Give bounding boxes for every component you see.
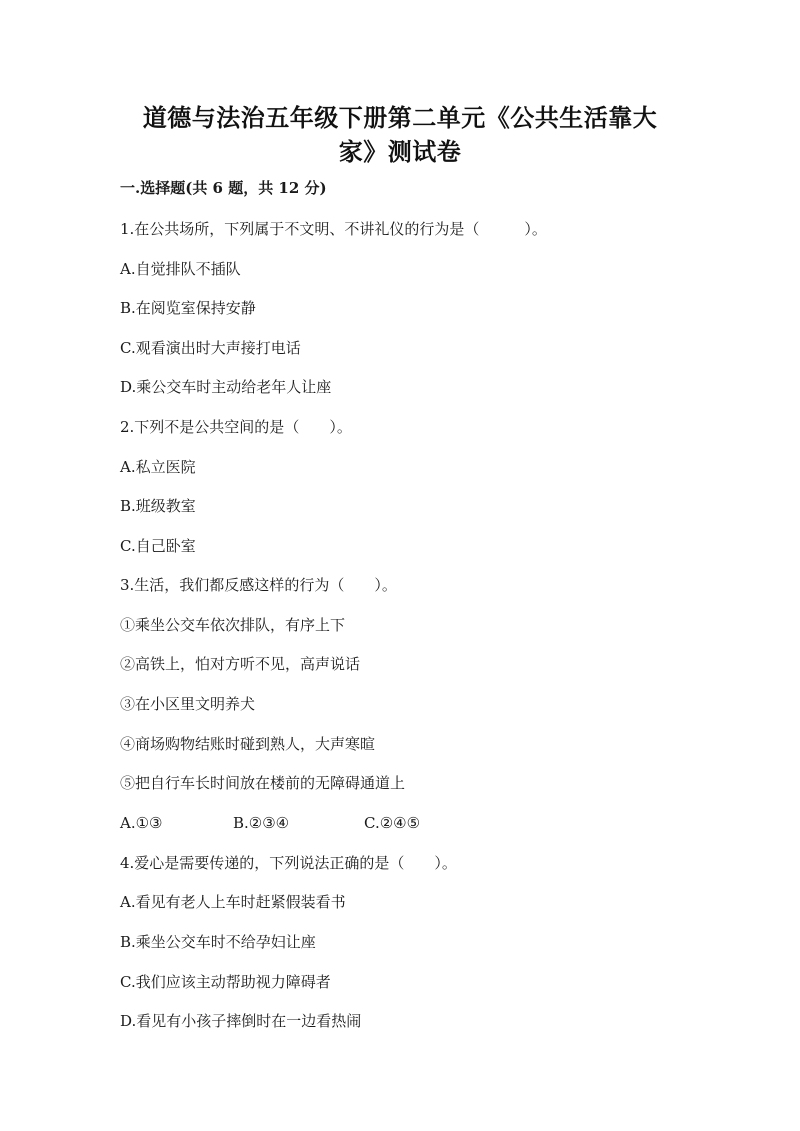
question-1-option-d: D.乘公交车时主动给老年人让座: [120, 378, 332, 396]
section-heading: 一.选择题(共 6 题，共 12 分): [120, 179, 327, 197]
question-2-option-a: A.私立医院: [120, 458, 196, 476]
page-title-line-1: 道德与法治五年级下册第二单元《公共生活靠大: [142, 103, 658, 132]
question-1-option-a: A.自觉排队不插队: [120, 260, 241, 278]
page-title-line-2: 家》测试卷: [338, 137, 462, 166]
question-1-stem: 1.在公共场所，下列属于不文明、不讲礼仪的行为是（ ）。: [120, 220, 547, 238]
question-3-item-1: ①乘坐公交车依次排队，有序上下: [120, 616, 346, 634]
question-4-option-d: D.看见有小孩子摔倒时在一边看热闹: [120, 1012, 362, 1030]
question-3-item-5: ⑤把自行车长时间放在楼前的无障碍通道上: [120, 774, 406, 792]
question-3-option-b: B.②③④: [233, 814, 290, 832]
question-3-option-a: A.①③: [120, 814, 163, 832]
question-4-option-c: C.我们应该主动帮助视力障碍者: [120, 973, 331, 991]
question-2-option-b: B.班级教室: [120, 497, 196, 515]
question-3-item-4: ④商场购物结账时碰到熟人，大声寒暄: [120, 735, 376, 753]
question-1-option-b: B.在阅览室保持安静: [120, 299, 256, 317]
question-3-item-2: ②高铁上，怕对方听不见，高声说话: [120, 655, 361, 673]
question-1-option-c: C.观看演出时大声接打电话: [120, 339, 301, 357]
question-3-stem: 3.生活，我们都反感这样的行为（ ）。: [120, 576, 397, 594]
question-4-stem: 4.爱心是需要传递的，下列说法正确的是（ ）。: [120, 854, 457, 872]
question-4-option-a: A.看见有老人上车时赶紧假装看书: [120, 893, 346, 911]
question-4-option-b: B.乘坐公交车时不给孕妇让座: [120, 933, 316, 951]
question-2-option-c: C.自己卧室: [120, 537, 196, 555]
question-2-stem: 2.下列不是公共空间的是（ ）。: [120, 418, 352, 436]
question-3-item-3: ③在小区里文明养犬: [120, 695, 256, 713]
question-3-option-c: C.②④⑤: [364, 814, 421, 832]
